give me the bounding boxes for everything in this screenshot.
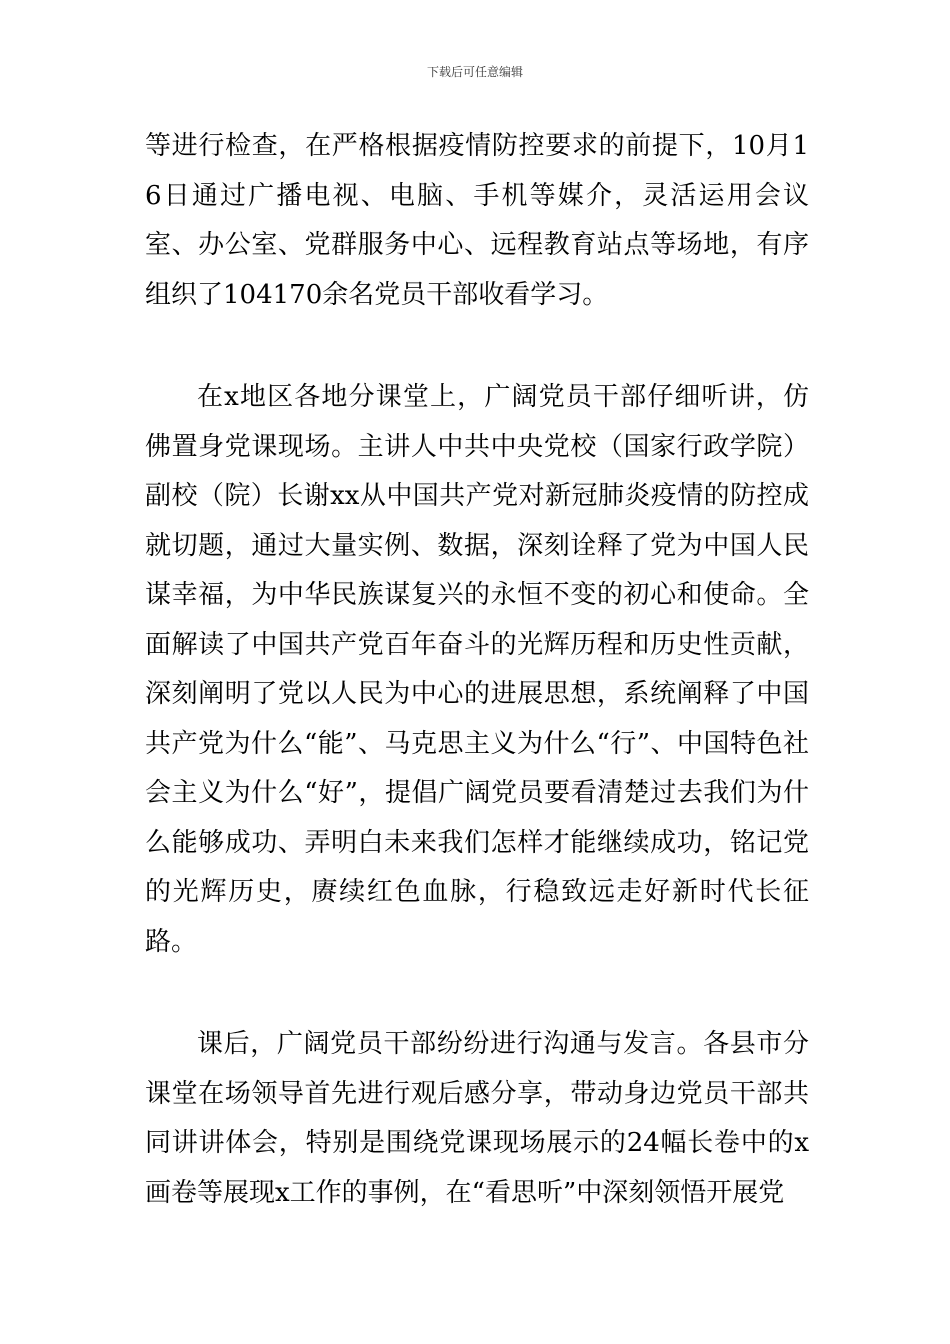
- paragraph-continuation: 等进行检查，在严格根据疫情防控要求的前提下，10月16日通过广播电视、电脑、手机等媒介，灵活运用会议室、办公室、党群服务中心、远程教育站点等场地，有序组织了104170余名党员干部收看学习。: [145, 131, 809, 310]
- document-body: [145, 122, 809, 1218]
- paragraph-discussion: 课后，广阔党员干部纷纷进行沟通与发言。各县市分课堂在场领导首先进行观后感分享，带动身边党员干部共同讲讲体会，特别是围绕党课现场展示的24幅长卷中的x画卷等展现x工作的事例，在“看思听”中深刻领悟开展党: [145, 1029, 809, 1208]
- paragraph-lecture: 在x地区各地分课堂上，广阔党员干部仔细听讲，仿佛置身党课现场。主讲人中共中央党校（国家行政学院）副校（院）长谢xx从中国共产党对新冠肺炎疫情的防控成就切题，通过大量实例、数据，深刻诠释了党为中国人民谋幸福，为中华民族谋复兴的永恒不变的初心和使命。全面解读了中国共产党百年奋斗的光辉历程和历史性贡献，深刻阐明了党以人民为中心的进展思想，系统阐释了中国共产党为什么“能”、马克思主义为什么“行”、中国特色社会主义为什么“好”，提倡广阔党员要看清楚过去我们为什么能够成功、弄明白未来我们怎样才能继续成功，铭记党的光辉历史，赓续红色血脉，行稳致远走好新时代长征路。: [145, 382, 809, 957]
- page-header-note: 下载后可任意编辑: [426, 65, 523, 79]
- paragraph-gap: [145, 320, 809, 373]
- paragraph-gap: [145, 967, 809, 1020]
